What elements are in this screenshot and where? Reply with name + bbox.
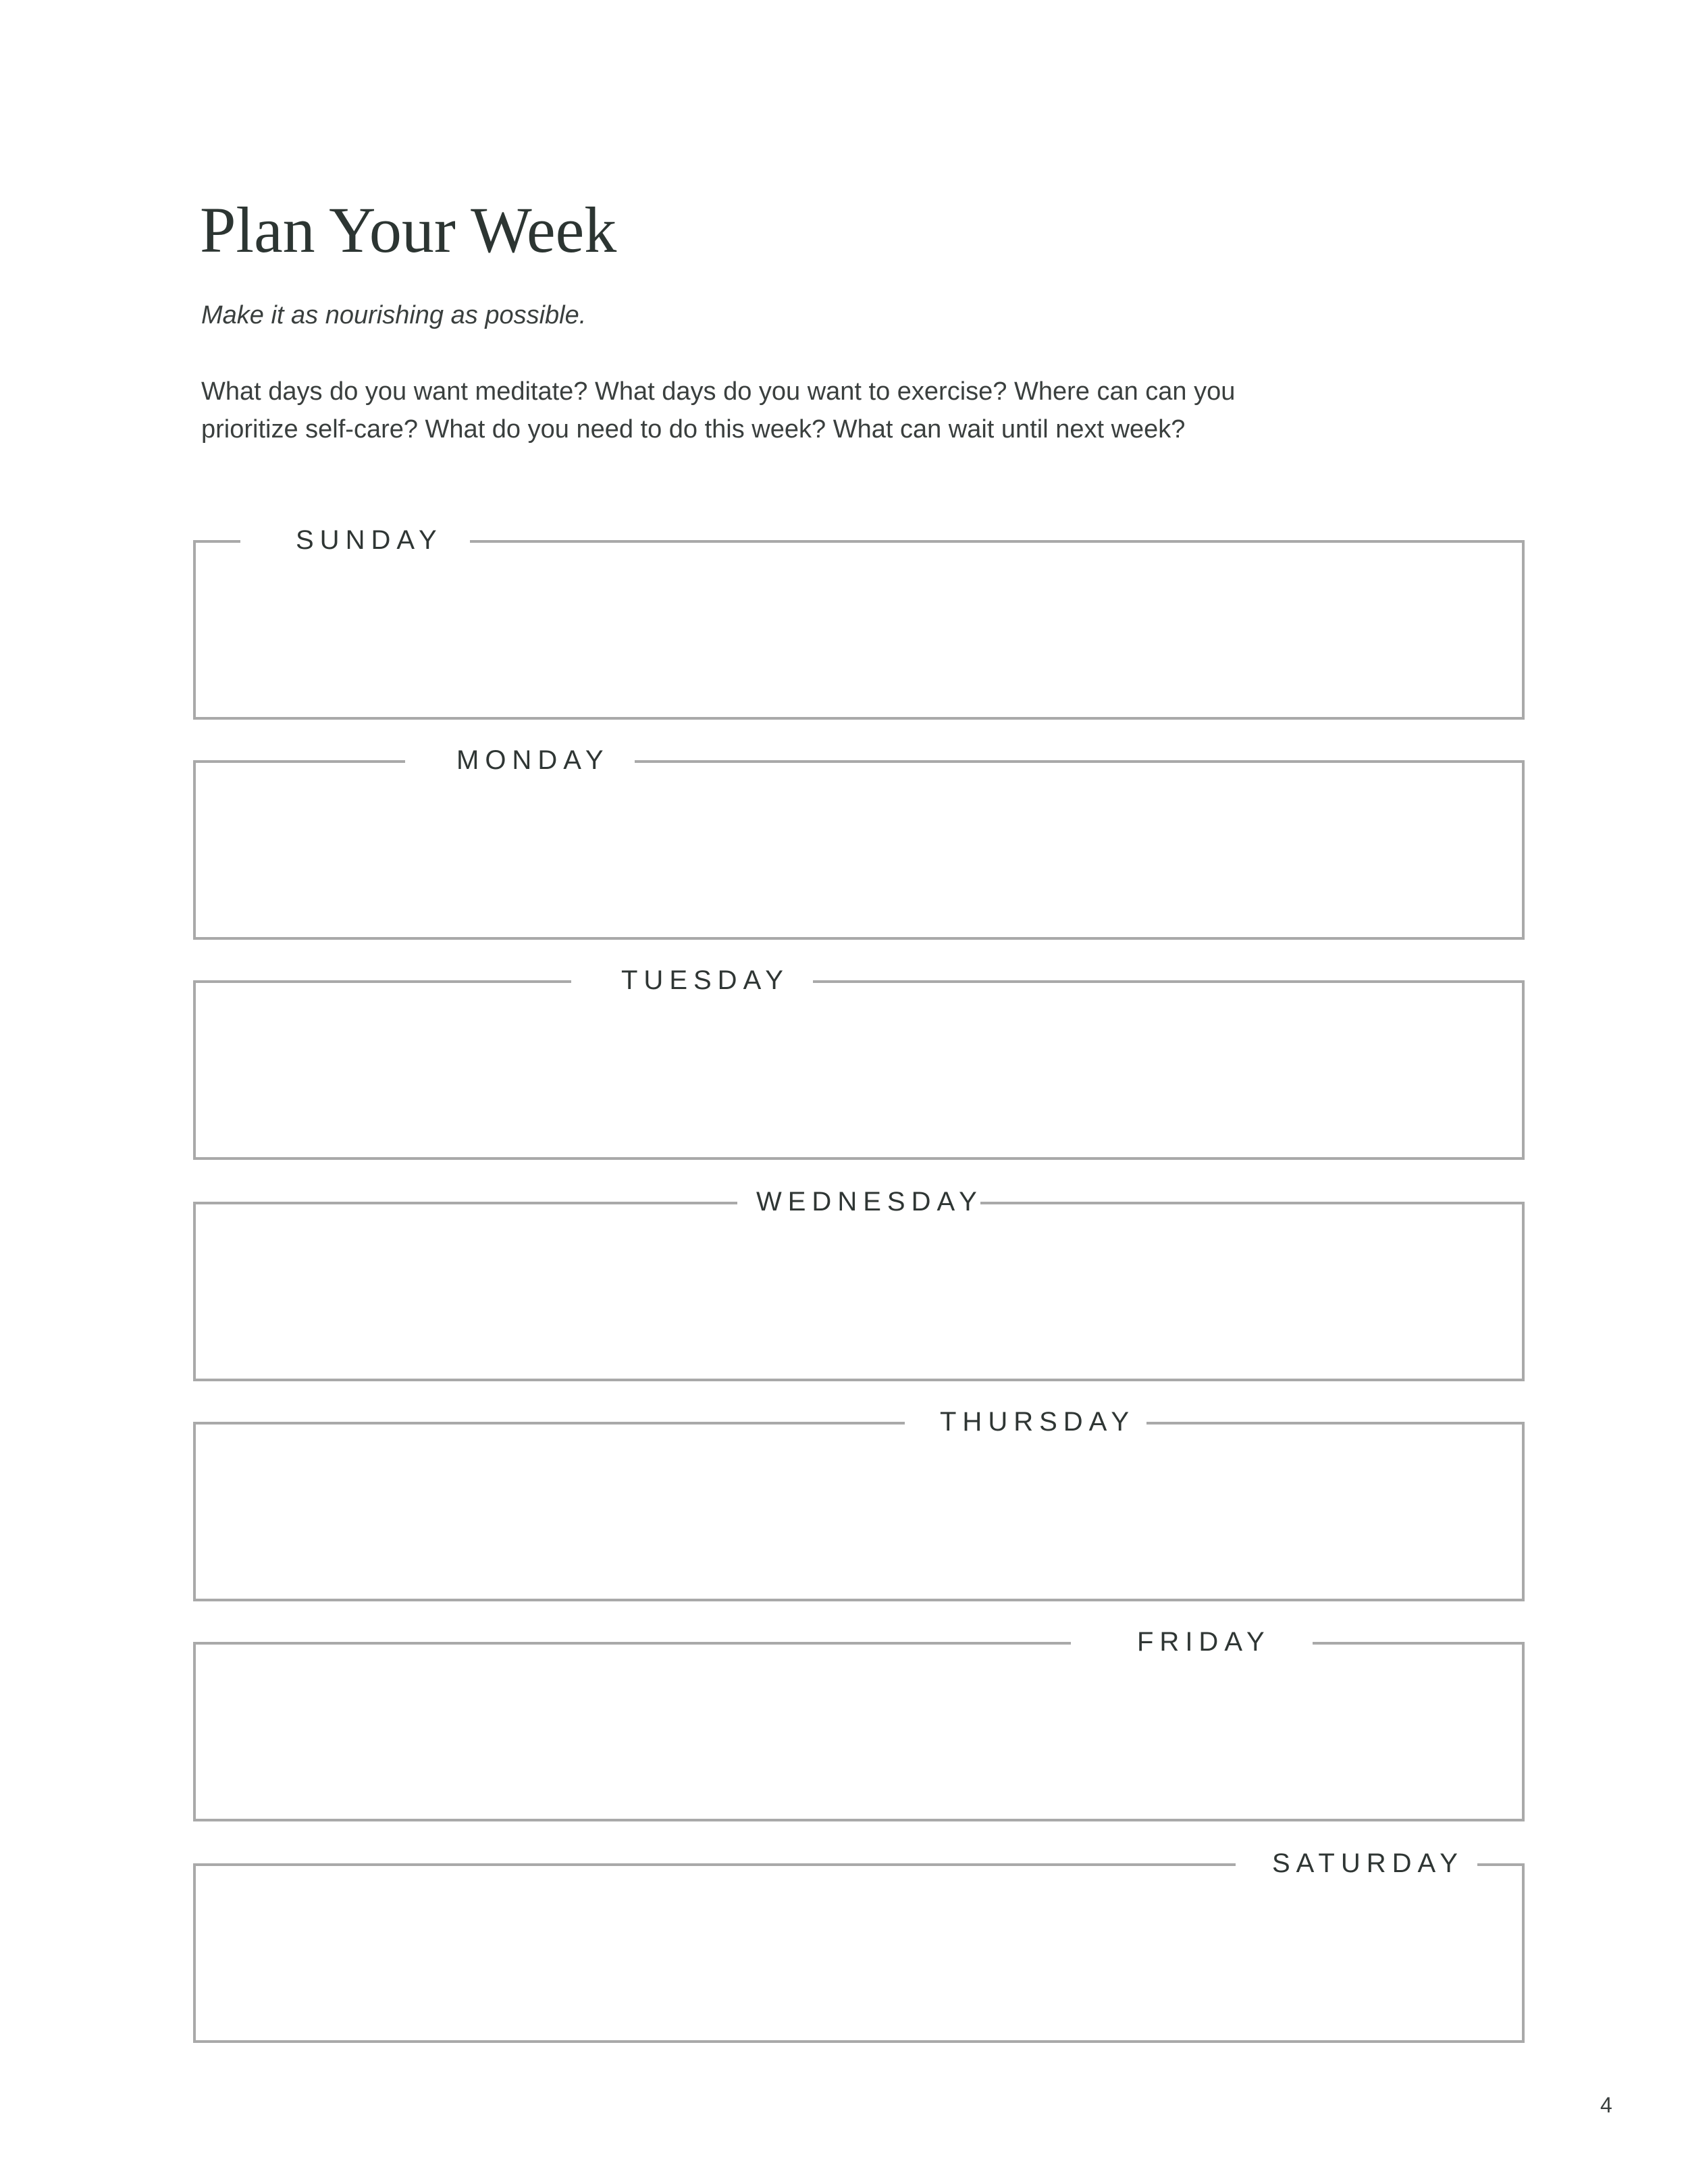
day-box-saturday[interactable] [193,1848,1525,2043]
day-label-thursday: THURSDAY [940,1407,1136,1437]
day-label-sunday: SUNDAY [296,525,443,555]
page-title: Plan Your Week [200,194,617,266]
day-label-friday: FRIDAY [1137,1627,1271,1657]
box-top-line [470,540,1522,543]
page-number: 4 [1600,2093,1612,2117]
planning-prompt: What days do you want meditate? What days do you want to exercise? Where can can you prioritize self-care? What do you need to do this week? What can wait until next week? [201,377,1236,444]
day-label-saturday: SATURDAY [1272,1848,1464,1878]
day-label-tuesday: TUESDAY [621,965,789,995]
day-box-friday[interactable] [193,1627,1525,1821]
box-top-line [196,760,405,763]
day-label-wednesday: WEDNESDAY [756,1187,983,1217]
box-top-line [196,540,240,543]
box-top-line [196,980,571,983]
day-label-monday: MONDAY [456,745,610,775]
day-box-wednesday[interactable] [193,1187,1525,1381]
box-top-line [635,760,1522,763]
day-box-tuesday[interactable] [193,965,1525,1160]
box-top-line [196,1642,1071,1645]
box-top-line [980,1202,1522,1204]
day-box-monday[interactable] [193,745,1525,940]
box-top-line [1313,1642,1522,1645]
box-top-line [1477,1863,1522,1866]
box-top-line [813,980,1522,983]
day-box-sunday[interactable] [193,525,1525,720]
box-top-line [196,1422,905,1424]
box-top-line [196,1863,1236,1866]
page-subtitle: Make it as nourishing as possible. [201,301,587,329]
day-box-thursday[interactable] [193,1407,1525,1601]
box-top-line [196,1202,737,1204]
box-top-line [1146,1422,1522,1424]
